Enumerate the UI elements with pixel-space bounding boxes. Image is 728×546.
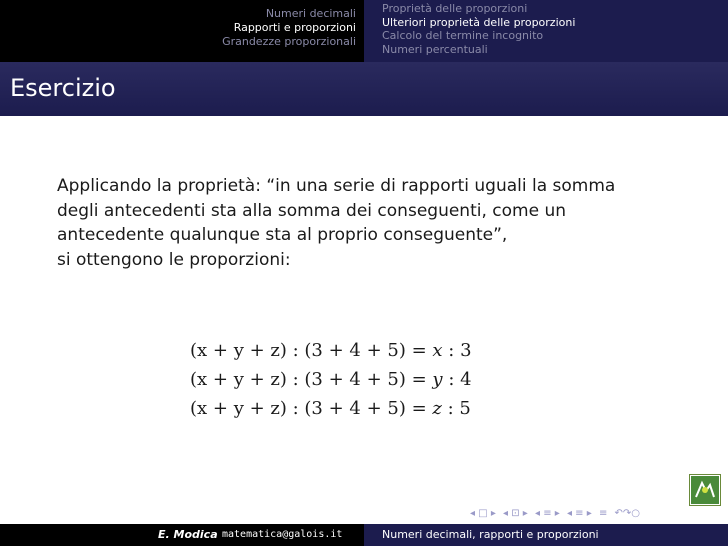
formula-variable: z — [432, 398, 442, 419]
nav-subsection-icon[interactable]: ◂ ≡ ▸ — [535, 508, 560, 519]
footer-author: E. Modica — [158, 528, 218, 541]
footer-author-area — [0, 524, 364, 546]
formula-rhs: : 5 — [447, 398, 471, 419]
paragraph-line: Applicando la proprietà: “in una serie di rapporti uguali la somma — [57, 176, 616, 196]
paragraph-line: si ottengono le proporzioni: — [57, 249, 291, 270]
formula-block — [190, 336, 472, 423]
subsection-link-proprieta[interactable]: Proprietà delle proporzioni — [382, 2, 528, 15]
subsection-link-numeri-percentuali[interactable]: Numeri percentuali — [382, 42, 488, 56]
footer-title-area — [364, 524, 728, 546]
footer-bar — [0, 524, 728, 546]
exercise-paragraph — [57, 174, 697, 272]
galois-logo — [689, 474, 721, 506]
section-link-rapporti-proporzioni[interactable]: Rapporti e proporzioni — [233, 21, 356, 34]
frame-title: Esercizio — [10, 74, 116, 102]
nav-first-icon[interactable]: ◂ □ ▸ — [470, 508, 496, 519]
section-link-numeri-decimali[interactable]: Numeri decimali — [265, 7, 356, 20]
formula-lhs: (x + y + z) : (3 + 4 + 5) = — [190, 369, 427, 390]
header-bar — [0, 0, 728, 62]
footer-email: matematica@galois.it — [222, 529, 343, 540]
formula-line — [190, 336, 472, 365]
nav-align-icon[interactable]: ≡ — [598, 508, 608, 519]
section-link-grandezze-proporzionali[interactable]: Grandezze proporzionali — [222, 35, 356, 48]
nav-frame-icon[interactable]: ◂ ⊡ ▸ — [503, 508, 528, 519]
subsection-link-calcolo-termine[interactable]: Calcolo del termine incognito — [382, 29, 544, 42]
beamer-nav-controls — [470, 508, 644, 519]
formula-rhs: : 4 — [448, 369, 472, 390]
frame-title-bar — [0, 62, 728, 116]
nav-section-icon[interactable]: ◂ ≡ ▸ — [566, 508, 592, 519]
formula-line — [190, 394, 472, 423]
subsection-link-ulteriori-proprieta[interactable]: Ulteriori proprietà delle proporzioni — [382, 15, 576, 29]
formula-line — [190, 365, 472, 394]
formula-variable: y — [432, 369, 443, 390]
formula-rhs: : 3 — [448, 340, 472, 361]
paragraph-line: antecedente qualunque sta al proprio conseguente”, — [57, 225, 508, 245]
formula-lhs: (x + y + z) : (3 + 4 + 5) = — [190, 398, 427, 419]
subsection-nav — [364, 0, 728, 62]
formula-variable: x — [432, 340, 443, 361]
footer-short-title: Numeri decimali, rapporti e proporzioni — [382, 528, 599, 541]
nav-search-icon[interactable]: ↶↷○ — [614, 508, 641, 519]
formula-lhs: (x + y + z) : (3 + 4 + 5) = — [190, 340, 427, 361]
section-nav — [0, 0, 364, 62]
paragraph-line: degli antecedenti sta alla somma dei conseguenti, come un — [57, 200, 566, 221]
slide-content — [57, 174, 697, 272]
